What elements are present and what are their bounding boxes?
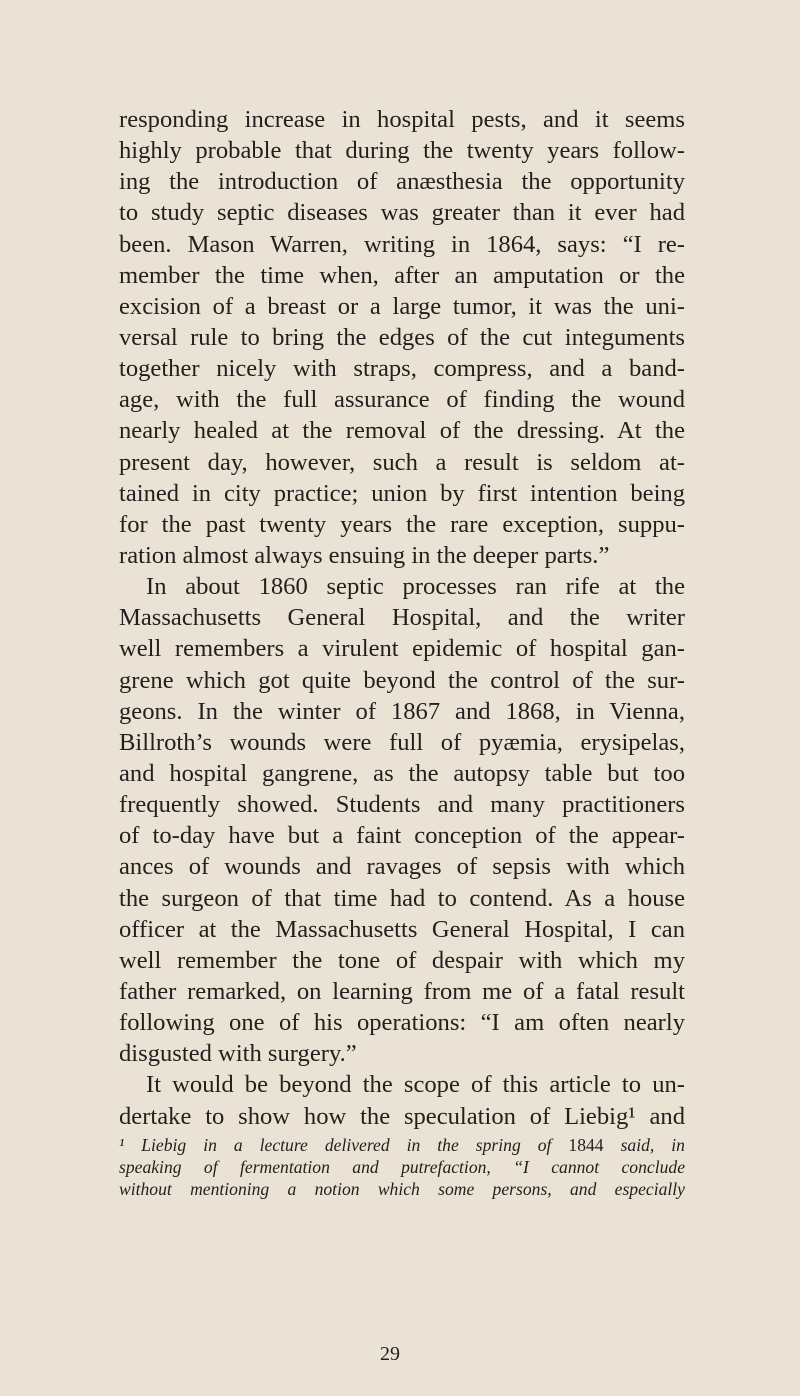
footnote-line xyxy=(119,1134,685,1156)
text-line: been. Mason Warren, writing in 1864, says: “I re- xyxy=(119,230,685,258)
text-line: frequently showed. Students and many practitioners xyxy=(119,791,685,819)
text-line: grene which got quite beyond the control of the sur- xyxy=(119,666,685,694)
text-line: ing the introduction of anæsthesia the opportunity xyxy=(119,168,685,196)
text-line: of to-day have but a faint conception of the appear- xyxy=(119,822,685,850)
text-line: nearly healed at the removal of the dressing. At the xyxy=(119,417,685,445)
text-line: present day, however, such a result is seldom at- xyxy=(119,448,685,476)
footnote-text: speaking of fermentation and putrefaction, “I cannot conclude xyxy=(119,1156,685,1177)
footnote-text: said, in xyxy=(603,1134,685,1155)
page-number: 29 xyxy=(380,1343,400,1365)
body-text xyxy=(119,104,685,1132)
text-line: In about 1860 septic processes ran rife at the xyxy=(146,573,685,601)
text-line: well remembers a virulent epidemic of hospital gan- xyxy=(119,635,685,663)
text-line: Billroth’s wounds were full of pyæmia, erysipelas, xyxy=(119,728,685,756)
footnote-text: 1844 xyxy=(568,1134,604,1155)
text-line: It would be beyond the scope of this article to un- xyxy=(146,1071,685,1099)
text-line: age, with the full assurance of finding the wound xyxy=(119,386,685,414)
text-line: highly probable that during the twenty years follow- xyxy=(119,137,685,165)
text-line: Massachusetts General Hospital, and the writer xyxy=(119,604,685,632)
text-line: excision of a breast or a large tumor, it was the uni- xyxy=(119,292,685,320)
text-line: disgusted with surgery.” xyxy=(119,1040,357,1068)
footnote-text: without mentioning a notion which some persons, and especially xyxy=(119,1178,685,1199)
text-line: following one of his operations: “I am often nearly xyxy=(119,1009,685,1037)
text-line: member the time when, after an amputation or the xyxy=(119,261,685,289)
footnote-text: ¹ Liebig in a lecture delivered in the spring of xyxy=(119,1134,569,1155)
text-line: to study septic diseases was greater than it ever had xyxy=(119,199,685,227)
text-line: responding increase in hospital pests, and it seems xyxy=(119,106,685,133)
footnote-line xyxy=(119,1156,685,1178)
text-line: geons. In the winter of 1867 and 1868, in Vienna, xyxy=(119,697,685,725)
text-line: tained in city practice; union by first intention being xyxy=(119,479,685,507)
text-line: father remarked, on learning from me of a fatal result xyxy=(119,977,685,1005)
text-line: the surgeon of that time had to contend. As a house xyxy=(119,884,685,912)
text-line: ances of wounds and ravages of sepsis with which xyxy=(119,853,685,881)
text-line: together nicely with straps, compress, and a band- xyxy=(119,355,685,383)
text-line: and hospital gangrene, as the autopsy table but too xyxy=(119,759,685,787)
text-line: dertake to show how the speculation of Liebig¹ and xyxy=(119,1102,685,1130)
text-line: officer at the Massachusetts General Hospital, I can xyxy=(119,915,685,943)
footnote-line xyxy=(119,1178,685,1200)
text-line: well remember the tone of despair with which my xyxy=(119,946,685,974)
text-line: ration almost always ensuing in the deeper parts.” xyxy=(119,541,610,569)
text-line: for the past twenty years the rare exception, suppu- xyxy=(119,510,685,538)
text-line: versal rule to bring the edges of the cut integuments xyxy=(119,323,685,351)
footnote xyxy=(119,1134,685,1200)
